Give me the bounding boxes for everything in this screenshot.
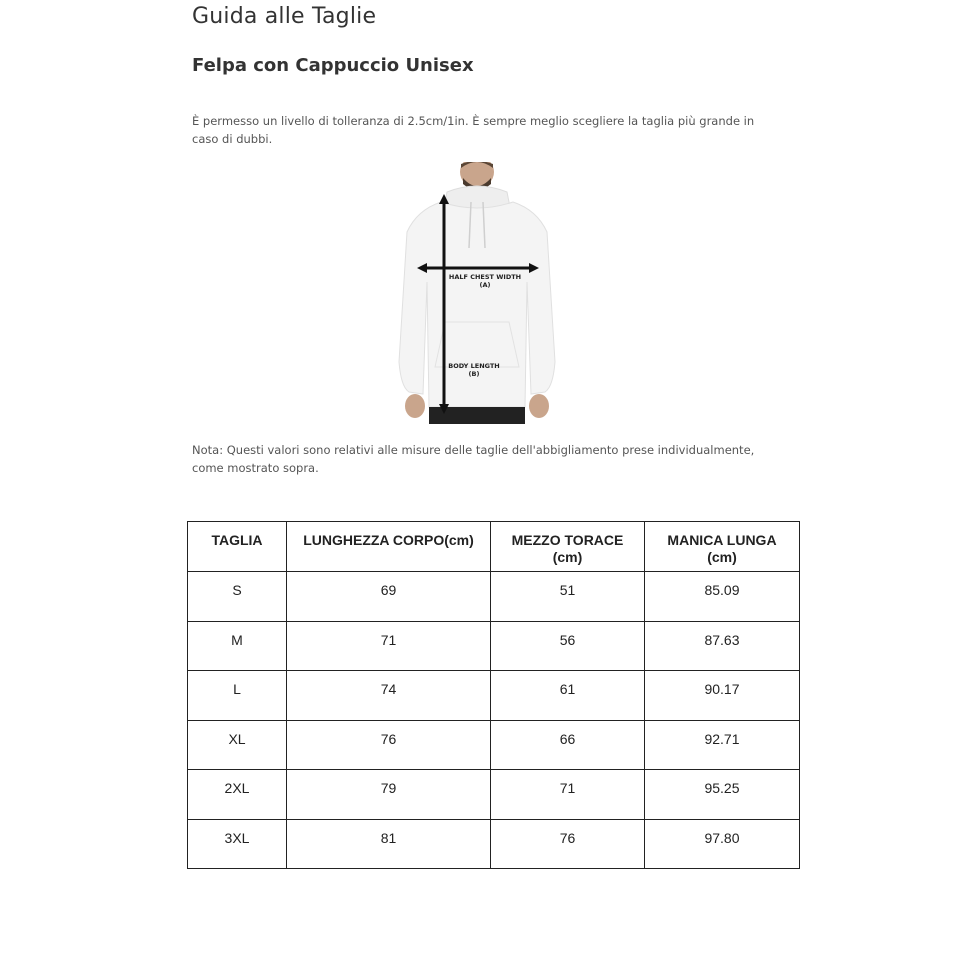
- header-half-chest: MEZZO TORACE (cm): [491, 522, 645, 572]
- cell-body-length: 79: [287, 770, 491, 820]
- cell-body-length: 71: [287, 621, 491, 671]
- tolerance-note: È permesso un livello di tolleranza di 2.5cm/1in. È sempre meglio scegliere la taglia più grande in caso di dubbi.: [192, 114, 755, 146]
- cell-half-chest: 66: [491, 720, 645, 770]
- size-chart-table: [187, 521, 800, 869]
- measurement-note: Nota: Questi valori sono relativi alle misure delle taglie dell'abbigliamento prese individualmente, come mostrato sopra.: [192, 443, 755, 475]
- cell-long-sleeve: 97.80: [645, 819, 800, 869]
- cell-size: 2XL: [188, 770, 287, 820]
- cell-long-sleeve: 87.63: [645, 621, 800, 671]
- cell-body-length: 74: [287, 671, 491, 721]
- cell-size: XL: [188, 720, 287, 770]
- cell-body-length: 69: [287, 572, 491, 622]
- page-title: Guida alle Taglie: [192, 4, 377, 29]
- half-chest-letter: (A): [479, 281, 491, 289]
- table-row: [188, 770, 800, 820]
- cell-half-chest: 61: [491, 671, 645, 721]
- header-body-length: LUNGHEZZA CORPO(cm): [287, 522, 491, 572]
- cell-long-sleeve: 90.17: [645, 671, 800, 721]
- table-row: [188, 572, 800, 622]
- cell-half-chest: 56: [491, 621, 645, 671]
- cell-long-sleeve: 85.09: [645, 572, 800, 622]
- table-row: [188, 621, 800, 671]
- body-length-letter: (B): [468, 370, 480, 378]
- body-length-label: BODY LENGTH: [448, 362, 500, 370]
- cell-half-chest: 76: [491, 819, 645, 869]
- half-chest-label: HALF CHEST WIDTH: [448, 273, 522, 281]
- header-size: TAGLIA: [188, 522, 287, 572]
- table-row: [188, 819, 800, 869]
- header-long-sleeve: MANICA LUNGA (cm): [645, 522, 800, 572]
- cell-long-sleeve: 95.25: [645, 770, 800, 820]
- cell-size: 3XL: [188, 819, 287, 869]
- table-header-row: [188, 522, 800, 572]
- table-row: [188, 671, 800, 721]
- cell-size: M: [188, 621, 287, 671]
- cell-size: S: [188, 572, 287, 622]
- product-subtitle: Felpa con Cappuccio Unisex: [192, 55, 474, 76]
- cell-long-sleeve: 92.71: [645, 720, 800, 770]
- cell-body-length: 81: [287, 819, 491, 869]
- cell-half-chest: 71: [491, 770, 645, 820]
- hoodie-illustration: [387, 162, 573, 424]
- cell-body-length: 76: [287, 720, 491, 770]
- cell-half-chest: 51: [491, 572, 645, 622]
- cell-size: L: [188, 671, 287, 721]
- table-row: [188, 720, 800, 770]
- hoodie-measurement-figure: [387, 162, 573, 424]
